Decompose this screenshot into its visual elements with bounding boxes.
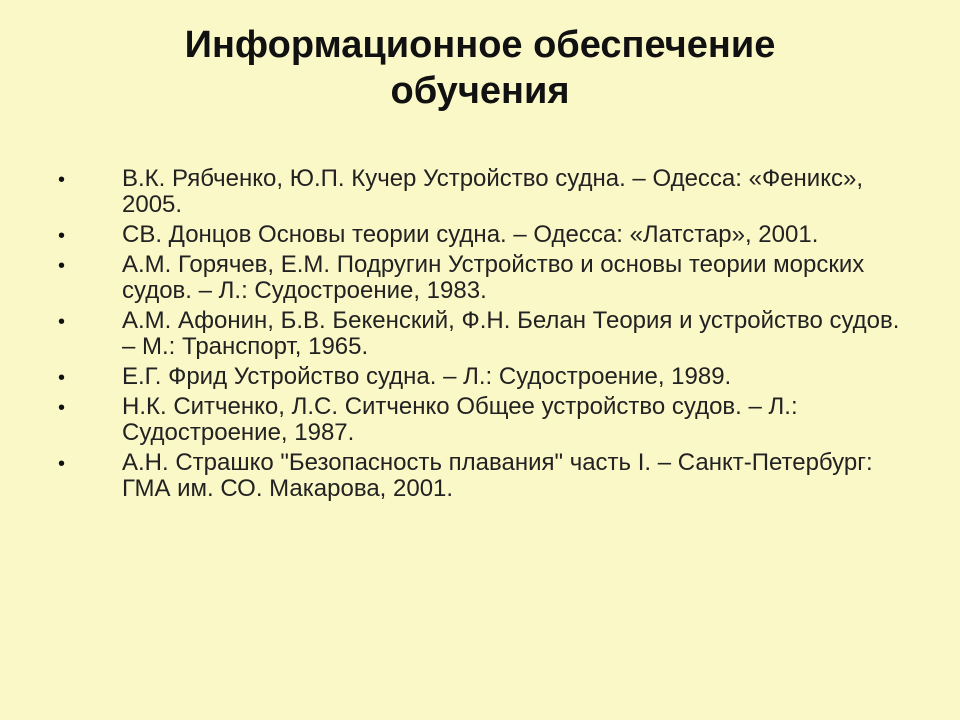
slide-title [80, 22, 880, 114]
bibliography-list [56, 166, 916, 506]
list-item [56, 450, 916, 502]
bullet-icon: • [58, 255, 66, 277]
list-item-text: СВ. Донцов Основы теории судна. – Одесса: «Латстар», 2001. [122, 221, 819, 248]
bullet-icon: • [58, 367, 66, 389]
list-item [56, 222, 916, 248]
list-item-text: А.М. Афонин, Б.В. Бекенский, Ф.Н. Белан Теория и устройство судов. – М.: Транспорт, 1965. [122, 307, 900, 360]
list-item [56, 308, 916, 360]
list-item-text: А.Н. Страшко "Безопасность плавания" часть I. – Санкт-Петербург: ГМА им. СО. Макарова, 2001. [122, 449, 873, 502]
bullet-icon: • [58, 311, 66, 333]
list-item [56, 364, 916, 390]
bullet-icon: • [58, 397, 66, 419]
list-item-text: Н.К. Ситченко, Л.С. Ситченко Общее устройство судов. – Л.: Судостроение, 1987. [122, 393, 798, 446]
slide-title-line-1: Информационное обеспечение [184, 24, 776, 66]
list-item-text: В.К. Рябченко, Ю.П. Кучер Устройство судна. – Одесса: «Феникс», 2005. [122, 165, 863, 218]
slide-title-line-2: обучения [390, 70, 570, 112]
list-item [56, 252, 916, 304]
list-item [56, 166, 916, 218]
bullet-icon: • [58, 169, 66, 191]
list-item-text: А.М. Горячев, Е.М. Подругин Устройство и основы теории морских судов. – Л.: Судостроение, 1983. [122, 251, 865, 304]
list-item-text: Е.Г. Фрид Устройство судна. – Л.: Судостроение, 1989. [122, 363, 732, 390]
bullet-icon: • [58, 453, 66, 475]
list-item [56, 394, 916, 446]
bullet-icon: • [58, 225, 66, 247]
